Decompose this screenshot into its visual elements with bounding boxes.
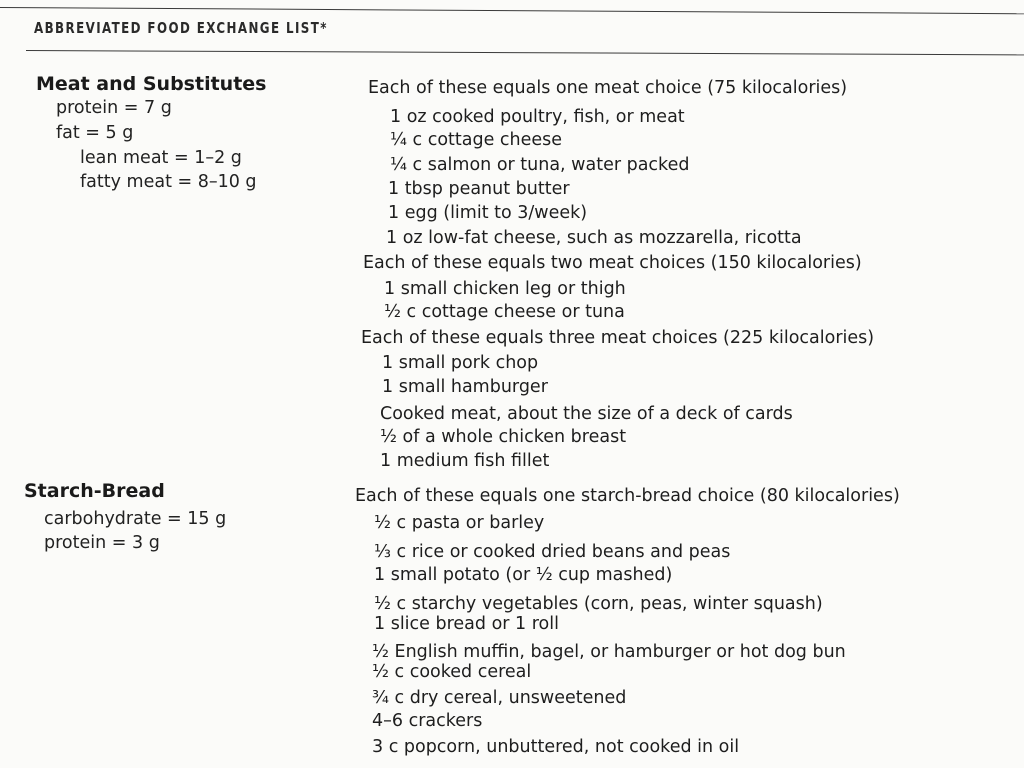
meat-spec-protein: protein = 7 g bbox=[56, 98, 172, 118]
section-heading-starch: Starch-Bread bbox=[24, 480, 165, 502]
meat-line: 1 oz low-fat cheese, such as mozzarella, ricotta bbox=[386, 228, 802, 248]
meat-line: ¼ c cottage cheese bbox=[390, 130, 563, 150]
starch-line: ½ c starchy vegetables (corn, peas, winter squash) bbox=[374, 594, 823, 614]
meat-line: 1 tbsp peanut butter bbox=[388, 179, 570, 199]
meat-line: ½ of a whole chicken breast bbox=[380, 427, 627, 447]
meat-line: 1 small hamburger bbox=[382, 377, 548, 397]
starch-line: 3 c popcorn, unbuttered, not cooked in oil bbox=[372, 737, 740, 757]
starch-line: ¾ c dry cereal, unsweetened bbox=[372, 688, 627, 708]
starch-line: 4–6 crackers bbox=[372, 711, 483, 731]
starch-line: ½ c cooked cereal bbox=[372, 662, 532, 682]
starch-line-header: Each of these equals one starch-bread choice (80 kilocalories) bbox=[355, 486, 900, 506]
starch-spec-protein: protein = 3 g bbox=[44, 533, 160, 553]
meat-line: ½ c cottage cheese or tuna bbox=[384, 302, 625, 322]
meat-line-header-two: Each of these equals two meat choices (150 kilocalories) bbox=[363, 253, 862, 273]
starch-line: ½ c pasta or barley bbox=[374, 513, 545, 533]
starch-spec-carbohydrate: carbohydrate = 15 g bbox=[44, 509, 227, 529]
meat-line-header-three: Each of these equals three meat choices (225 kilocalories) bbox=[361, 328, 875, 348]
meat-line: 1 oz cooked poultry, fish, or meat bbox=[390, 107, 685, 127]
title-underline-rule bbox=[26, 50, 1024, 55]
meat-spec-fat: fat = 5 g bbox=[56, 123, 134, 143]
meat-line: 1 small pork chop bbox=[382, 353, 539, 373]
starch-line: ½ English muffin, bagel, or hamburger or hot dog bun bbox=[372, 642, 846, 662]
starch-line: 1 slice bread or 1 roll bbox=[374, 614, 559, 634]
meat-line: Cooked meat, about the size of a deck of cards bbox=[380, 404, 793, 424]
meat-line-header-one: Each of these equals one meat choice (75 kilocalories) bbox=[368, 78, 848, 98]
top-rule bbox=[0, 7, 1024, 14]
section-heading-meat: Meat and Substitutes bbox=[36, 73, 267, 95]
meat-line: 1 small chicken leg or thigh bbox=[384, 279, 626, 299]
starch-line: 1 small potato (or ½ cup mashed) bbox=[374, 565, 673, 585]
meat-spec-lean: lean meat = 1–2 g bbox=[80, 148, 242, 168]
starch-line: ⅓ c rice or cooked dried beans and peas bbox=[374, 542, 731, 562]
meat-line: ¼ c salmon or tuna, water packed bbox=[390, 155, 690, 175]
page-title: ABBREVIATED FOOD EXCHANGE LIST* bbox=[34, 19, 328, 37]
meat-line: 1 medium fish fillet bbox=[380, 451, 550, 471]
meat-line: 1 egg (limit to 3/week) bbox=[388, 203, 588, 223]
meat-spec-fatty: fatty meat = 8–10 g bbox=[80, 172, 257, 192]
